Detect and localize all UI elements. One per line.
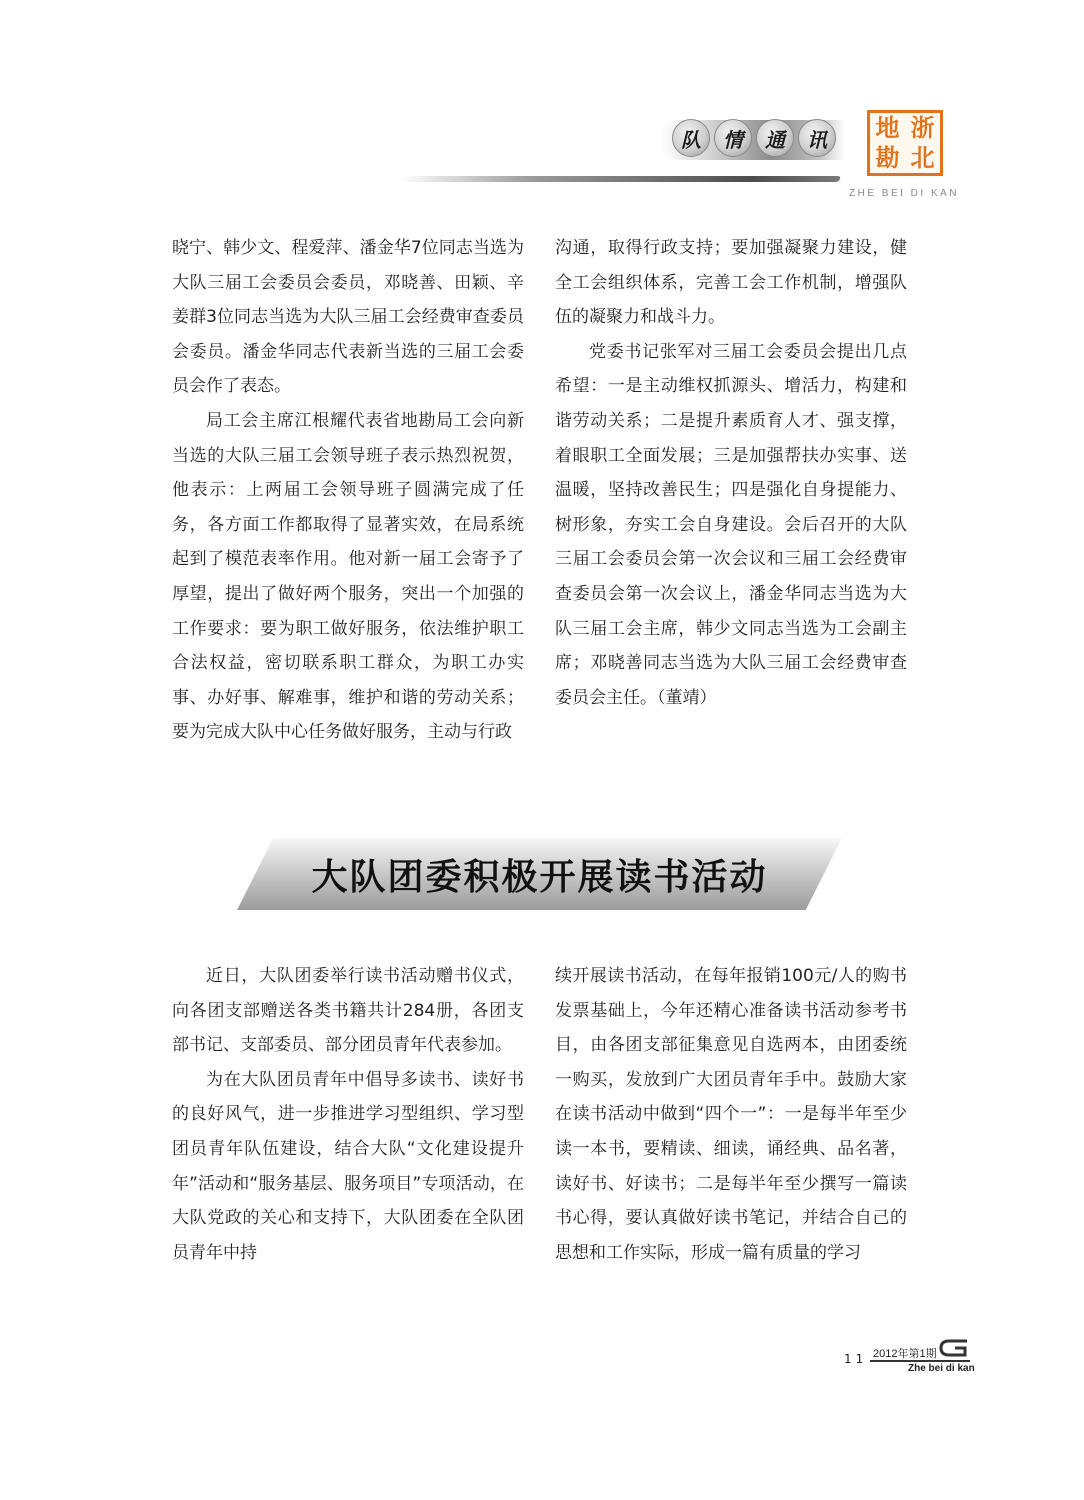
- header-divider: [399, 176, 841, 182]
- logo-char: 北: [910, 143, 935, 172]
- section-char: 队: [672, 119, 710, 157]
- section-label: [672, 119, 836, 157]
- paragraph: 近日，大队团委举行读书活动赠书仪式，向各团支部赠送各类书籍共计284册，各团支部书记、支部委员、部分团员青年代表参加。: [172, 966, 524, 1056]
- footer-subtitle: Zhe bei di kan: [908, 1363, 975, 1374]
- section-char: 通: [756, 119, 794, 157]
- article2-right-column: [555, 959, 907, 1270]
- paragraph: 沟通，取得行政支持；要加强凝聚力建设，健全工会组织体系，完善工会工作机制，增强队伍的凝聚力和战斗力。: [555, 238, 907, 328]
- article1-left-column: [172, 231, 524, 750]
- paragraph: 党委书记张军对三届工会委员会提出几点希望：一是主动维权抓源头、增活力，构建和谐劳动关系；二是提升素质育人才、强支撑，着眼职工全面发展；三是加强帮扶办实事、送温暖，坚持改善民生；四是强化自身提能力、树形象，夯实工会自身建设。会后召开的大队三届工会委员会第一次会议和三届工会经费审查委员会第一次会议上，潘金华同志当选为大队三届工会主席，韩少文同志当选为工会副主席；邓晓善同志当选为大队三届工会经费审查委员会主任。（董靖）: [555, 341, 907, 708]
- g-logo-icon: [937, 1338, 971, 1358]
- paragraph: 续开展读书活动，在每年报销100元/人的购书发票基础上，今年还精心准备读书活动参考书目，由各团支部征集意见自选两本，由团委统一购买，发放到广大团员青年手中。鼓励大家在读书活动中做到“四个一”：一是每半年至少读一本书，要精读、细读，诵经典、品名著，读好书、好读书；二是每半年至少撰写一篇读书心得，要认真做好读书笔记，并结合自己的思想和工作实际，形成一篇有质量的学习: [555, 966, 907, 1263]
- paragraph: 局工会主席江根耀代表省地勘局工会向新当选的大队三届工会领导班子表示热烈祝贺，他表示：上两届工会领导班子圆满完成了任务，各方面工作都取得了显著实效，在局系统起到了模范表率作用。他对新一届工会寄予了厚望，提出了做好两个服务，突出一个加强的工作要求：要为职工做好服务，依法维护职工合法权益，密切联系职工群众，为职工办实事、办好事、解难事，维护和谐的劳动关系；要为完成大队中心任务做好服务，主动与行政: [172, 410, 524, 743]
- paragraph: 晓宁、韩少文、程爱萍、潘金华7位同志当选为大队三届工会委员会委员，邓晓善、田颖、辛姜群3位同志当选为大队三届工会经费审查委员会委员。潘金华同志代表新当选的三届工会委员会作了表态。: [172, 238, 524, 397]
- footer-rule: [870, 1360, 970, 1362]
- paragraph: 为在大队团员青年中倡导多读书、读好书的良好风气，进一步推进学习型组织、学习型团员青年队伍建设，结合大队“文化建设提升年”活动和“服务基层、服务项目”专项活动，在大队党政的关心和支持下，大队团委在全队团员青年中持: [172, 1069, 524, 1263]
- magazine-logo: [867, 110, 943, 176]
- section-char: 讯: [798, 119, 836, 157]
- article-title: 大队团委积极开展读书活动: [311, 856, 768, 898]
- article2-left-column: [172, 959, 524, 1270]
- logo-char: 勘: [875, 143, 900, 172]
- page-number: 11: [844, 1352, 868, 1366]
- logo-subtitle: ZHE BEI DI KAN: [849, 188, 960, 199]
- logo-char: 浙: [910, 113, 935, 142]
- issue-label: 2012年第1期: [873, 1348, 937, 1360]
- section-char: 情: [714, 119, 752, 157]
- article1-right-column: [555, 231, 907, 715]
- logo-char: 地: [875, 113, 900, 142]
